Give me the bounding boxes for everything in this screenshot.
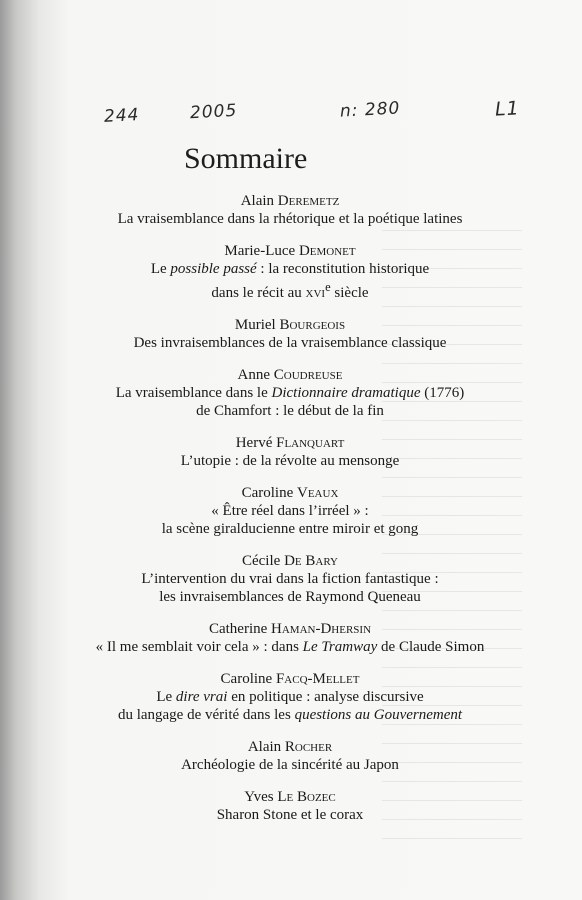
article-title: La vraisemblance dans le Dictionnaire dramatique (1776) bbox=[115, 385, 465, 401]
author: Muriel Bourgeois bbox=[234, 317, 346, 333]
toc-entry bbox=[40, 620, 540, 656]
toc-entry bbox=[40, 316, 540, 352]
toc-entry bbox=[40, 670, 540, 724]
page-title: Sommaire bbox=[184, 142, 308, 175]
toc-entry bbox=[40, 484, 540, 538]
toc-entry bbox=[40, 366, 540, 420]
handwritten-note: 244 bbox=[103, 105, 140, 127]
toc-entry bbox=[40, 552, 540, 606]
article-title: La vraisemblance dans la rhétorique et la poétique latines bbox=[117, 211, 463, 227]
article-title: « Il me semblait voir cela » : dans Le Tramway de Claude Simon bbox=[95, 639, 485, 655]
author: Cécile De Bary bbox=[241, 553, 338, 569]
article-title: Le possible passé : la reconstitution historique bbox=[150, 261, 430, 277]
handwritten-note: 2005 bbox=[189, 100, 238, 124]
article-title: dans le récit au xvi$^e$ siècle bbox=[211, 280, 369, 301]
table-of-contents bbox=[40, 192, 540, 838]
author: Yves Le Bozec bbox=[244, 789, 336, 805]
article-title: Sharon Stone et le corax bbox=[216, 807, 364, 823]
handwritten-annotations bbox=[0, 98, 582, 138]
toc-entry bbox=[40, 434, 540, 470]
article-title: Des invraisemblances de la vraisemblance classique bbox=[133, 335, 447, 351]
handwritten-note: L1 bbox=[494, 97, 521, 121]
article-title: les invraisemblances de Raymond Queneau bbox=[159, 589, 421, 605]
article-title: L’intervention du vrai dans la fiction fantastique : bbox=[141, 571, 439, 587]
toc-entry bbox=[40, 788, 540, 824]
article-title: L’utopie : de la révolte au mensonge bbox=[180, 453, 400, 469]
article-title: de Chamfort : le début de la fin bbox=[196, 403, 384, 419]
handwritten-note: n: 280 bbox=[339, 98, 401, 122]
article-title: Archéologie de la sincérité au Japon bbox=[181, 757, 399, 773]
author: Marie-Luce Demonet bbox=[224, 243, 356, 259]
author: Alain Deremetz bbox=[240, 193, 340, 209]
article-title: du langage de vérité dans les questions au Gouvernement bbox=[117, 707, 463, 723]
article-title: la scène giralducienne entre miroir et gong bbox=[161, 521, 419, 537]
article-title: « Être réel dans l’irréel » : bbox=[211, 503, 369, 519]
toc-entry bbox=[40, 738, 540, 774]
author: Catherine Haman-Dhersin bbox=[208, 621, 372, 637]
article-title: Le dire vrai en politique : analyse discursive bbox=[156, 689, 424, 705]
toc-entry bbox=[40, 192, 540, 228]
author: Alain Rocher bbox=[247, 739, 333, 755]
author: Anne Coudreuse bbox=[237, 367, 343, 383]
toc-entry bbox=[40, 242, 540, 302]
author: Caroline Facq-Mellet bbox=[220, 671, 360, 687]
author: Caroline Veaux bbox=[241, 485, 339, 501]
author: Hervé Flanquart bbox=[235, 435, 345, 451]
